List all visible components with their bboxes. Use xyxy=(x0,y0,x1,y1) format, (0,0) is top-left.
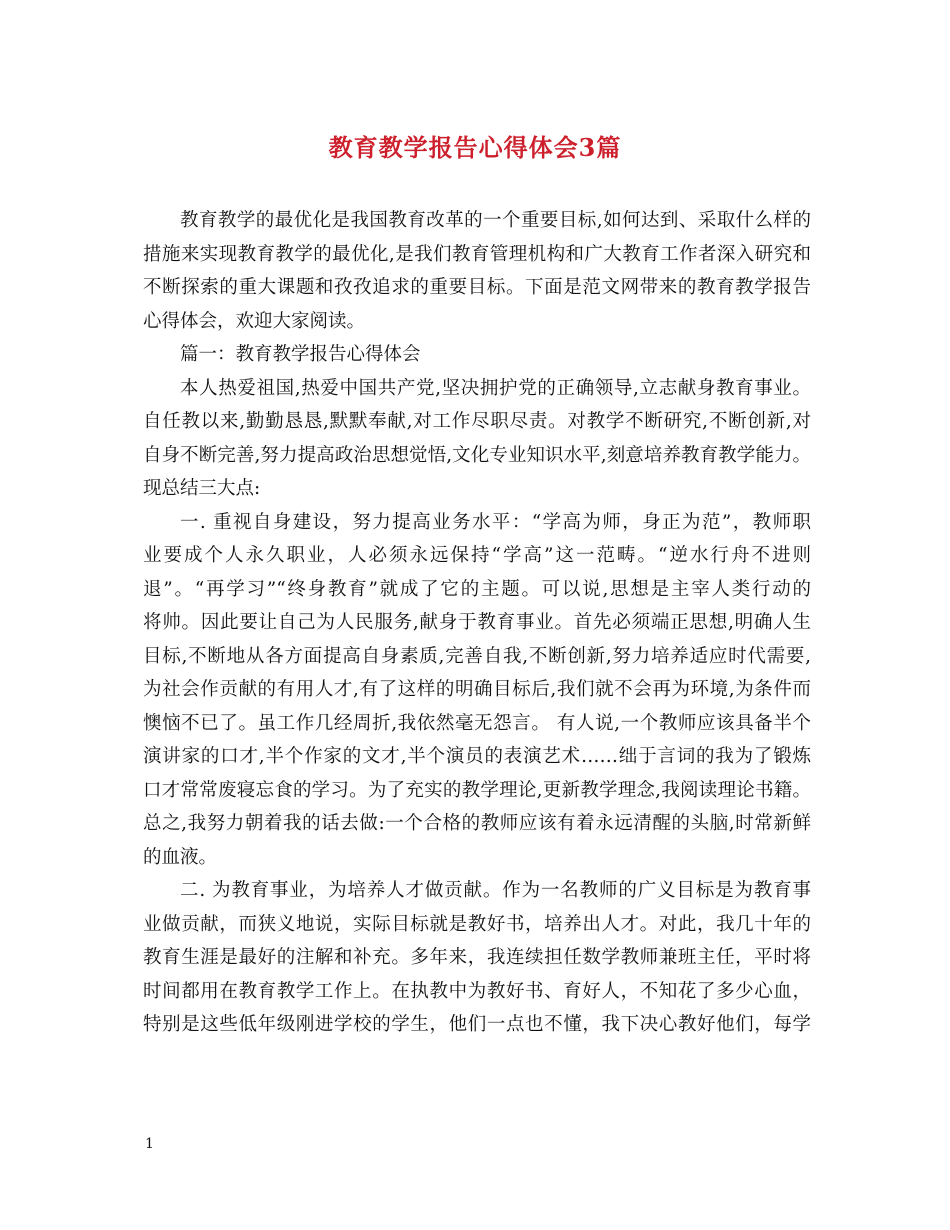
text-line: 心得体会，欢迎大家阅读。 xyxy=(143,310,366,332)
text-line: 措施来实现教育教学的最优化,是我们教育管理机构和广大教育工作者深入研究和 xyxy=(143,243,811,265)
text-line: 特别是这些低年级刚进学校的学生，他们一点也不懂，我下决心教好他们，每学 xyxy=(143,1014,811,1035)
text-line: 教育教学的最优化是我国教育改革的一个重要目标,如何达到、采取什么样的 xyxy=(180,210,811,231)
text-line: 总之,我努力朝着我的话去做:一个合格的教师应该有着永远清醒的头脑,时常新鲜 xyxy=(143,813,811,834)
text-line: 退”。“再学习”“终身教育”就成了它的主题。可以说,思想是主宰人类行动的 xyxy=(143,578,811,600)
text-line: 自任教以来,勤勤恳恳,默默奉献,对工作尽职尽责。对教学不断研究,不断创新,对 xyxy=(143,411,811,432)
text-line: 业做贡献，而狭义地说，实际目标就是教好书，培养出人才。对此，我几十年的 xyxy=(143,913,811,935)
page-number: 1 xyxy=(145,1136,154,1152)
document-title: 教育教学报告心得体会3篇 xyxy=(328,133,622,162)
text-line: 一. 重视自身建设，努力提高业务水平：“学高为师，身正为范”，教师职 xyxy=(180,511,811,533)
text-line: 时间都用在教育教学工作上。在执教中为教好书、育好人，不知花了多少心血， xyxy=(143,980,811,1002)
text-line: 二. 为教育事业，为培养人才做贡献。作为一名教师的广义目标是为教育事 xyxy=(180,880,811,901)
text-line: 业要成个人永久职业，人必须永远保持“学高”这一范畴。“逆水行舟不进则 xyxy=(143,545,811,566)
text-line: 懊恼不已了。虽工作几经周折,我依然毫无怨言。 有人说,一个教师应该具备半个 xyxy=(143,712,811,734)
text-line: 篇一：教育教学报告心得体会 xyxy=(180,344,421,365)
text-line: 自身不断完善,努力提高政治思想觉悟,文化专业知识水平,刻意培养教育教学能力。 xyxy=(143,444,811,466)
text-line: 的血液。 xyxy=(143,846,218,868)
text-line: 口才常常废寝忘食的学习。为了充实的教学理论,更新教学理念,我阅读理论书籍。 xyxy=(143,779,811,801)
text-line: 教育生涯是最好的注解和补充。多年来，我连续担任数学教师兼班主任，平时将 xyxy=(143,947,811,968)
text-line: 本人热爱祖国,热爱中国共产党,坚决拥护党的正确领导,立志献身教育事业。 xyxy=(180,377,811,399)
text-line: 为社会作贡献的有用人才,有了这样的明确目标后,我们就不会再为环境,为条件而 xyxy=(143,679,811,700)
text-line: 将帅。因此要让自己为人民服务,献身于教育事业。首先必须端正思想,明确人生 xyxy=(143,612,811,633)
text-line: 演讲家的口才,半个作家的文才,半个演员的表演艺术……绌于言词的我为了锻炼 xyxy=(143,746,811,767)
text-line: 目标,不断地从各方面提高自身素质,完善自我,不断创新,努力培养适应时代需要, xyxy=(143,645,811,667)
text-line: 现总结三大点: xyxy=(143,478,261,499)
text-line: 不断探索的重大课题和孜孜追求的重要目标。下面是范文网带来的教育教学报告 xyxy=(143,277,811,298)
document-body xyxy=(143,204,811,1042)
